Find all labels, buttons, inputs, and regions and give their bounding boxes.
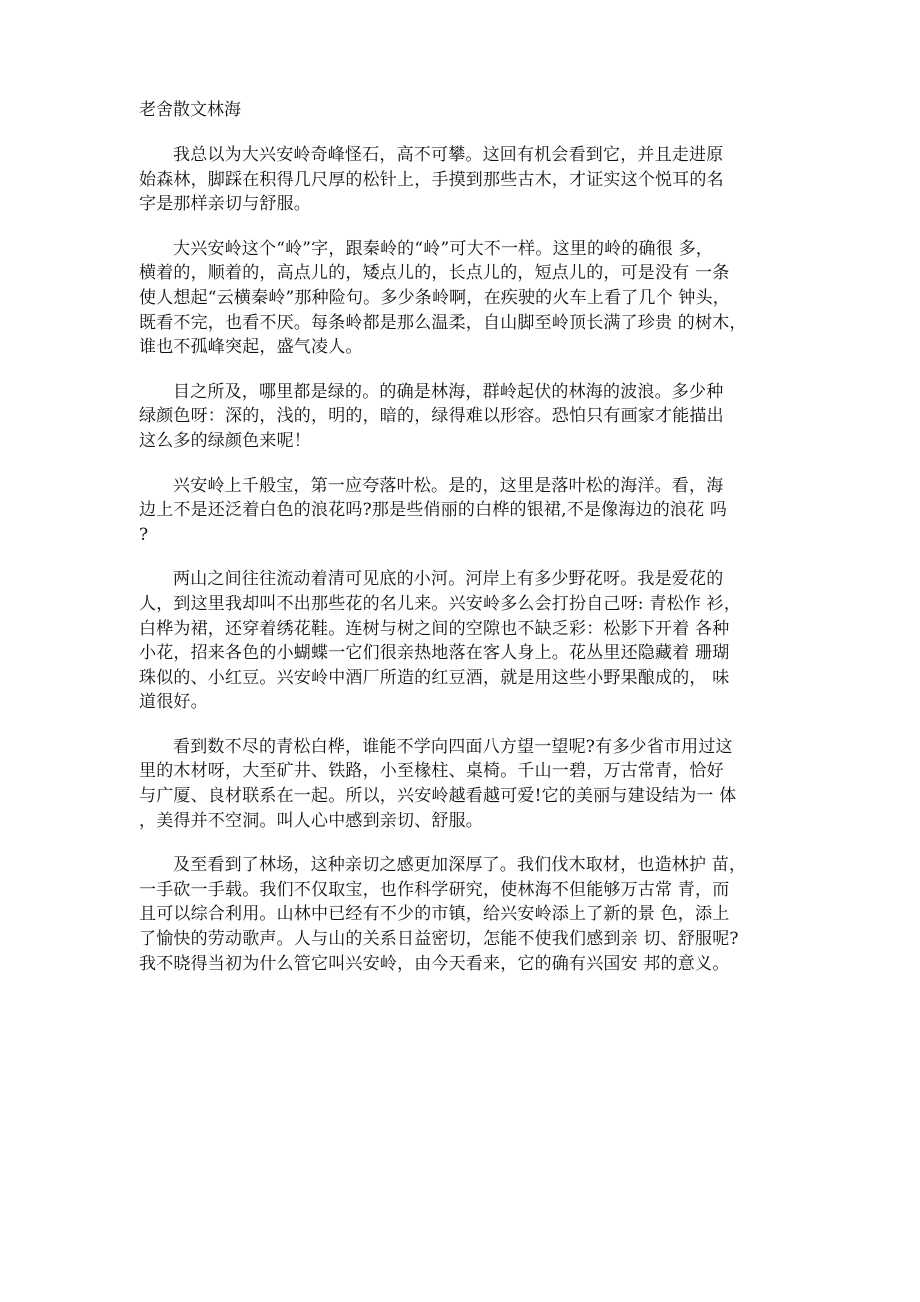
text-line: 人，到这里我却叫不出那些花的名儿来。兴安岭多么会打扮自己呀: 青松作 衫， [139, 593, 741, 614]
text-line: 既看不完，也看不厌。每条岭都是那么温柔，自山脚至岭顶长满了珍贵 的树木， [139, 312, 747, 333]
text-line: ? [139, 524, 149, 545]
paragraph-4 [139, 474, 787, 548]
text-line: 白桦为裙，还穿着绣花鞋。连树与树之间的空隙也不缺乏彩：松影下开着 各种 [139, 618, 730, 639]
document-title: 老舍散文林海 [139, 100, 241, 120]
paragraph-5 [139, 567, 787, 715]
text-line: 这么多的绿颜色来呢！ [139, 430, 311, 451]
text-line: 使人想起“云横秦岭”那种险句。多少条岭啊，在疾驶的火车上看了几个 钟头， [139, 287, 730, 308]
document-page [139, 98, 787, 996]
paragraph-6 [139, 735, 787, 833]
text-line: 与广厦、良材联系在一起。所以，兴安岭越看越可爱!它的美丽与建设结为一 体 [139, 786, 737, 807]
text-line: 目之所及，哪里都是绿的。的确是林海，群岭起伏的林海的波浪。多少种 [173, 381, 724, 402]
text-line: 我不晓得当初为什么管它叫兴安岭，由今天看来，它的确有兴国安 邦的意义。 [139, 953, 730, 974]
text-line: ，美得并不空洞。叫人心中感到亲切、舒服。 [139, 810, 483, 831]
text-line: 道很好。 [139, 692, 208, 713]
text-line: 看到数不尽的青松白桦，谁能不学向四面八方望一望呢?有多少省市用过这 [173, 736, 733, 757]
text-line: 珠似的、小红豆。兴安岭中酒厂所造的红豆酒，就是用这些小野果酿成的， 味 [139, 667, 730, 688]
text-line: 字是那样亲切与舒服。 [139, 194, 311, 215]
text-line: 边上不是还泛着白色的浪花吗?那是些俏丽的白桦的银裙,不是像海边的浪花 吗 [139, 500, 728, 521]
paragraph-7 [139, 853, 787, 976]
text-line: 始森林，脚踩在积得几尺厚的松针上，手摸到那些古木，才证实这个悦耳的名 [139, 169, 724, 190]
text-line: 大兴安岭这个“岭”字，跟秦岭的“岭”可大不一样。这里的岭的确很 多， [173, 238, 713, 259]
text-line: 一手砍一手载。我们不仅取宝，也作科学研究，使林海不但能够万古常 青，而 [139, 879, 730, 900]
paragraph-3 [139, 380, 787, 454]
text-line: 及至看到了林场，这种亲切之感更加深厚了。我们伐木取材，也造林护 苗， [173, 855, 747, 876]
paragraph-2 [139, 237, 787, 360]
text-line: 两山之间往往流动着清可见底的小河。河岸上有多少野花呀。我是爱花的 [173, 569, 724, 590]
text-line: 我总以为大兴安岭奇峰怪石，高不可攀。这回有机会看到它，并且走进原 [173, 145, 724, 165]
text-line: 绿颜色呀：深的，浅的，明的，暗的，绿得难以形容。恐怕只有画家才能描出 [139, 406, 724, 427]
text-line: 小花，招来各色的小蝴蝶一它们很亲热地落在客人身上。花丛里还隐藏着 珊瑚 [139, 643, 730, 664]
text-line: 里的木材呀，大至矿井、铁路，小至椽柱、桌椅。千山一碧，万古常青，恰好 [139, 761, 724, 782]
text-line: 兴安岭上千般宝，第一应夸落叶松。是的，这里是落叶松的海洋。看，海 [173, 475, 724, 496]
text-line: 谁也不孤峰突起，盛气凌人。 [139, 337, 363, 358]
paragraph-1 [139, 143, 787, 217]
text-line: 了愉快的劳动歌声。人与山的关系日益密切，怎能不使我们感到亲 切、舒服呢? [139, 929, 739, 950]
text-line: 横着的，顺着的，高点儿的，矮点儿的，长点儿的，短点儿的，可是没有 一条 [139, 263, 730, 284]
text-line: 且可以综合利用。山林中已经有不少的市镇，给兴安岭添上了新的景 色，添上 [139, 904, 730, 925]
